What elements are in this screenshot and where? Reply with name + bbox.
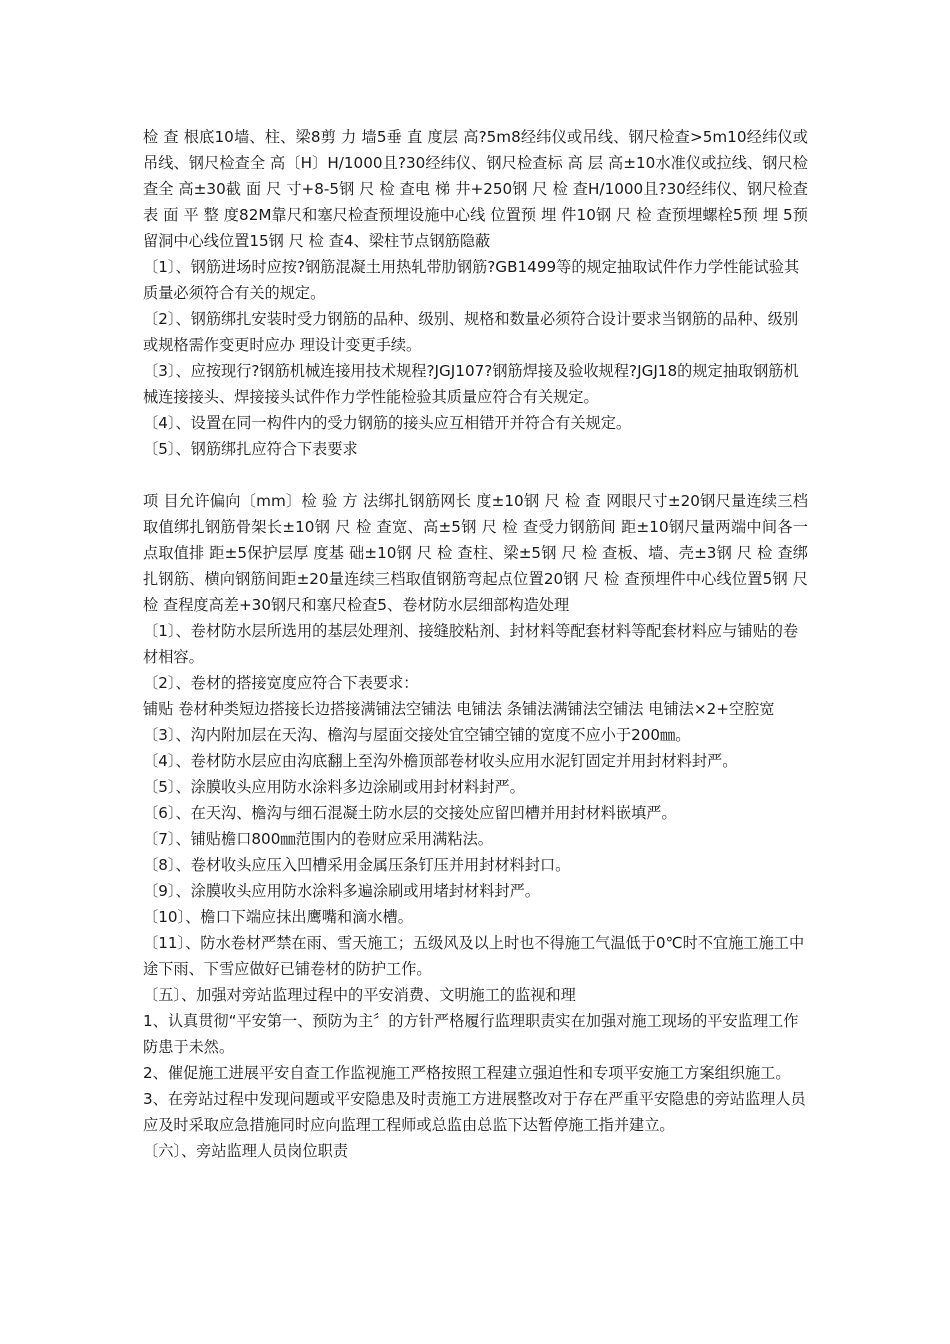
- membrane-item-4: 〔4〕、卷材防水层应由沟底翻上至沟外檐顶部卷材收头应用水泥钉固定并用封材料封严。: [143, 752, 738, 770]
- membrane-item-9: 〔9〕、涂膜收头应用防水涂料多遍涂刷或用堵封材料封严。: [143, 882, 540, 900]
- rebar-item-1: 〔1〕、钢筋进场时应按?钢筋混凝土用热轧带肋钢筋?GB1499等的规定抽取试件作力学性能试验其质量必须符合有关的规定。: [143, 258, 800, 302]
- membrane-item-1: 〔1〕、卷材防水层所选用的基层处理剂、接缝胶粘剂、封材料等配套材料等配套材料应与铺贴的卷材相容。: [143, 622, 799, 666]
- rebar-item-5: 〔5〕、钢筋绑扎应符合下表要求: [143, 440, 358, 458]
- safety-item-2: 2、催促施工进展平安自查工作监视施工严格按照工程建立强迫性和专项平安施工方案组织施工。: [143, 1064, 791, 1082]
- safety-item-3: 3、在旁站过程中发现问题或平安隐患及时责施工方进展整改对于存在严重平安隐患的旁站监理人员应及时采取应急措施同时应向监理工程师或总监由总监下达暂停施工指并建立。: [143, 1090, 806, 1134]
- membrane-item-2: 〔2〕、卷材的搭接宽度应符合下表要求：: [143, 674, 419, 692]
- membrane-item-11: 〔11〕、防水卷材严禁在雨、雪天施工；五级风及以上时也不得施工气温低于0℃时不宜施工施工中途下雨、下雪应做好已铺卷材的防护工作。: [143, 934, 805, 978]
- rebar-tolerance-table-text: 项 目允许偏向〔mm〕检 验 方 法绑扎钢筋网长 度±10钢 尺 检 查 网眼尺寸±20钢尺量连续三档取值绑扎钢筋骨架长±10钢 尺 检 查宽、高±5钢 尺 检 查受力钢筋间 距±10钢尺量两端中间各一点取值排 距±5保护层厚 度基 础±10钢 尺 检 查柱、梁±5钢 尺 检 查板、墙、壳±3钢 尺 检 查绑扎钢筋、横向钢筋间距±20量连续三档取值钢筋弯起点位置20钢 尺 检 查预埋件中心线位置5钢 尺 检 查程度高差+30钢尺和塞尺检查5、卷材防水层细部构造处理: [143, 492, 808, 614]
- membrane-item-7: 〔7〕、铺贴檐口800㎜范围内的卷财应采用满粘法。: [143, 830, 493, 848]
- membrane-item-8: 〔8〕、卷材收头应压入凹槽采用金属压条钉压并用封材料封口。: [143, 856, 571, 874]
- rebar-item-2: 〔2〕、钢筋绑扎安装时受力钢筋的品种、级别、规格和数量必须符合设计要求当钢筋的品种、级别或规格需作变更时应办 理设计变更手续。: [143, 310, 799, 354]
- safety-item-1: 1、认真贯彻“平安第一、预防为主〞的方针严格履行监理职责实在加强对施工现场的平安监理工作防患于未然。: [143, 1012, 799, 1056]
- paragraph-gap: [143, 462, 808, 488]
- membrane-item-6: 〔6〕、在天沟、檐沟与细石混凝土防水层的交接处应留凹槽并用封材料嵌填严。: [143, 804, 677, 822]
- document-body: [143, 124, 808, 1164]
- membrane-item-10: 〔10〕、檐口下端应抹出鹰嘴和滴水槽。: [143, 908, 413, 926]
- membrane-item-3: 铺贴 卷材种类短边搭接长边搭接满铺法空铺法 电铺法 条铺法满铺法空铺法 电铺法×2+空腔宽〔3〕、沟内附加层在天沟、檐沟与屋面交接处宜空铺空铺的宽度不应小于200㎜。: [143, 700, 775, 744]
- rebar-item-4: 〔4〕、设置在同一构件内的受力钢筋的接头应互相错开并符合有关规定。: [143, 414, 632, 432]
- membrane-item-5: 〔5〕、涂膜收头应用防水涂料多边涂刷或用封材料封严。: [143, 778, 525, 796]
- tolerance-table-text: 检 查 根底10墙、柱、梁8剪 力 墙5垂 直 度层 高?5m8经纬仪或吊线、钢尺检查>5m10经纬仪或吊线、钢尺检查全 高〔H〕H/1000且?30经纬仪、钢尺检查标 高 层 高±10水准仪或拉线、钢尺检查全 高±30截 面 尺 寸+8-5钢 尺 检 查电 梯 井+250钢 尺 检 查H/1000且?30经纬仪、钢尺检查表 面 平 整 度82M靠尺和塞尺检查预埋设施中心线 位置预 埋 件10钢 尺 检 查预埋螺栓5预 埋 5预留洞中心线位置15钢 尺 检 查4、梁柱节点钢筋隐蔽: [143, 128, 808, 250]
- duty-section-heading: 〔六〕、旁站监理人员岗位职责: [143, 1142, 349, 1160]
- safety-section-heading: 〔五〕、加强对旁站监理过程中的平安消费、文明施工的监视和理: [143, 986, 576, 1004]
- rebar-item-3: 〔3〕、应按现行?钢筋机械连接用技术规程?JGJ107?钢筋焊接及验收规程?JGJ18的规定抽取钢筋机械连接接头、焊接接头试件作力学性能检验其质量应符合有关规定。: [143, 362, 799, 406]
